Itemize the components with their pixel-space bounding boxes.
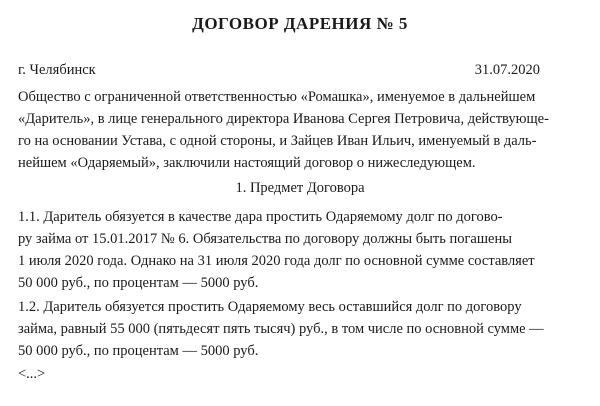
clause-1-2: [18, 296, 586, 362]
intro-line: нейшем «Одаряемый», заключили настоящий договор о нижеследующем.: [18, 155, 476, 171]
intro-line: го на основании Устава, с одной стороны, и Зайцев Иван Ильич, именуемый в даль-: [18, 133, 537, 149]
clause-line: 50 000 руб., по процентам — 5000 руб.: [18, 343, 259, 359]
intro-paragraph: [18, 86, 586, 174]
clause-line: ру займа от 15.01.2017 № 6. Обязательства по договору должны быть погашены: [18, 231, 512, 247]
omitted-text-marker: <...>: [18, 366, 46, 382]
clause-line: займа, равный 55 000 (пятьдесят пять тысяч) руб., в том числе по основной сумме —: [18, 321, 544, 337]
intro-line: Общество с ограниченной ответственностью «Ромашка», именуемое в дальнейшем: [18, 89, 536, 105]
section-heading: 1. Предмет Договора: [235, 180, 365, 196]
clause-line: 1.1. Даритель обязуется в качестве дара простить Одаряемому долг по догово-: [18, 209, 503, 225]
clause-line: 1 июля 2020 года. Однако на 31 июля 2020 года долг по основной сумме составляет: [18, 253, 535, 269]
document-title: ДОГОВОР ДАРЕНИЯ № 5: [192, 14, 408, 33]
clause-line: 50 000 руб., по процентам — 5000 руб.: [18, 275, 259, 291]
city: г. Челябинск: [18, 62, 96, 78]
intro-line: «Даритель», в лице генерального директора Иванова Сергея Петровича, действующе-: [18, 111, 549, 127]
clause-line: 1.2. Даритель обязуется простить Одаряемому весь оставшийся долг по договору: [18, 299, 522, 315]
contract-date: 31.07.2020: [474, 62, 540, 78]
clause-1-1: [18, 206, 586, 294]
